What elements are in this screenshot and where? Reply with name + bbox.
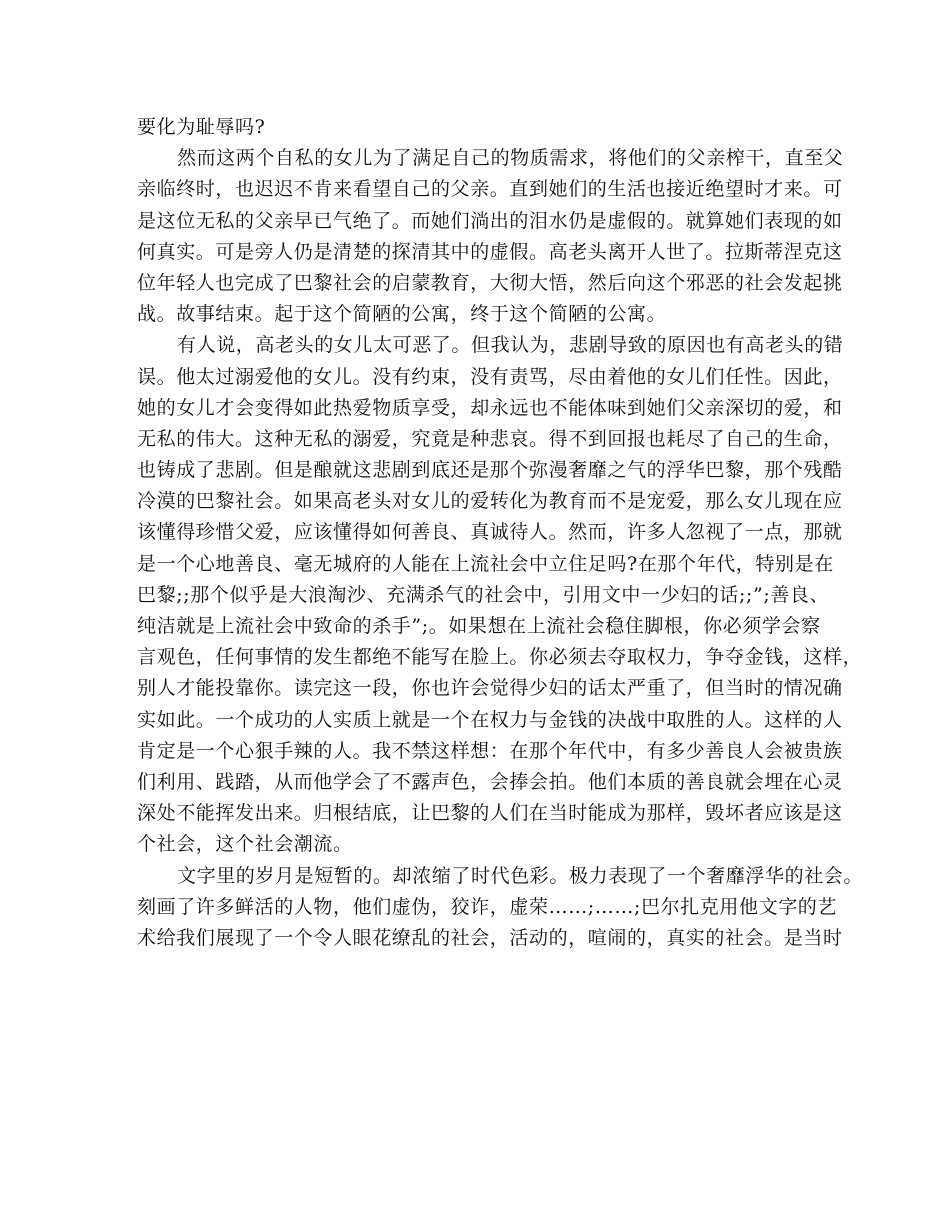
text-line: 要化为耻辱吗?: [137, 116, 266, 138]
text-line: 们利用、践踏，从而他学会了不露声色，会捧会拍。他们本质的善良就会埋在心灵: [137, 770, 843, 793]
document-body: [137, 112, 864, 954]
text-line: 刻画了许多鲜活的人物，他们虚伪，狡诈，虚荣……;……;巴尔扎克用他文字的艺: [137, 895, 838, 918]
text-line: 实如此。一个成功的人实质上就是一个在权力与金钱的决战中取胜的人。这样的人: [137, 708, 843, 731]
text-line: 别人才能投靠你。读完这一段，你也许会觉得少妇的话太严重了，但当时的情况确: [137, 677, 843, 700]
text-line: 术给我们展现了一个令人眼花缭乱的社会，活动的，喧闹的，真实的社会。是当时: [137, 926, 843, 949]
paragraph-first-line: 有人说，高老头的女儿太可恶了。但我认为，悲剧导致的原因也有高老头的错: [177, 334, 844, 357]
paragraph-first-line: 文字里的岁月是短暂的。却浓缩了时代色彩。极力表现了一个奢靡浮华的社会。: [177, 864, 864, 887]
text-line: 位年轻人也完成了巴黎社会的启蒙教育，大彻大悟，然后向这个邪恶的社会发起挑: [137, 271, 843, 294]
text-line: 无私的伟大。这种无私的溺爱，究竟是种悲哀。得不到回报也耗尽了自己的生命，: [137, 427, 843, 450]
text-line: 战。故事结束。起于这个简陋的公寓，终于这个简陋的公寓。: [137, 303, 667, 326]
text-line: 是一个心地善良、毫无城府的人能在上流社会中立住足吗?在那个年代，特别是在: [137, 552, 834, 575]
text-line: 个社会，这个社会潮流。: [137, 833, 353, 856]
text-line: 该懂得珍惜父爱，应该懂得如何善良、真诚待人。然而，许多人忽视了一点，那就: [137, 521, 843, 544]
text-line: 巴黎;;那个似乎是大浪淘沙、充满杀气的社会中，引用文中一少妇的话;;”;善良、: [137, 583, 830, 606]
text-line: 她的女儿才会变得如此热爱物质享受，却永远也不能体味到她们父亲深切的爱，和: [137, 396, 843, 419]
text-line: 亲临终时，也迟迟不肯来看望自己的父亲。直到她们的生活也接近绝望时才来。可: [137, 178, 843, 201]
text-line: 何真实。可是旁人仍是清楚的探清其中的虚假。高老头离开人世了。拉斯蒂涅克这: [137, 240, 843, 263]
text-line: 是这位无私的父亲早已气绝了。而她们淌出的泪水仍是虚假的。就算她们表现的如: [137, 209, 843, 232]
text-line: 冷漠的巴黎社会。如果高老头对女儿的爱转化为教育而不是宠爱，那么女儿现在应: [137, 490, 843, 513]
paragraph-first-line: 然而这两个自私的女儿为了满足自己的物质需求，将他们的父亲榨干，直至父: [177, 147, 844, 170]
text-line: 误。他太过溺爱他的女儿。没有约束，没有责骂，尽由着他的女儿们任性。因此，: [137, 365, 843, 388]
text-line: 纯洁就是上流社会中致命的杀手”;。如果想在上流社会稳住脚根，你必须学会察: [137, 615, 821, 637]
text-line: 也铸成了悲剧。但是酿就这悲剧到底还是那个弥漫奢靡之气的浮华巴黎，那个残酷: [137, 459, 843, 482]
text-line: 言观色，任何事情的发生都绝不能写在脸上。你必须去夺取权力，争夺金钱，这样，: [137, 646, 863, 669]
text-line: 深处不能挥发出来。归根结底，让巴黎的人们在当时能成为那样，毁坏者应该是这: [137, 802, 843, 825]
text-line: 肯定是一个心狠手辣的人。我不禁这样想：在那个年代中，有多少善良人会被贵族: [137, 739, 843, 762]
